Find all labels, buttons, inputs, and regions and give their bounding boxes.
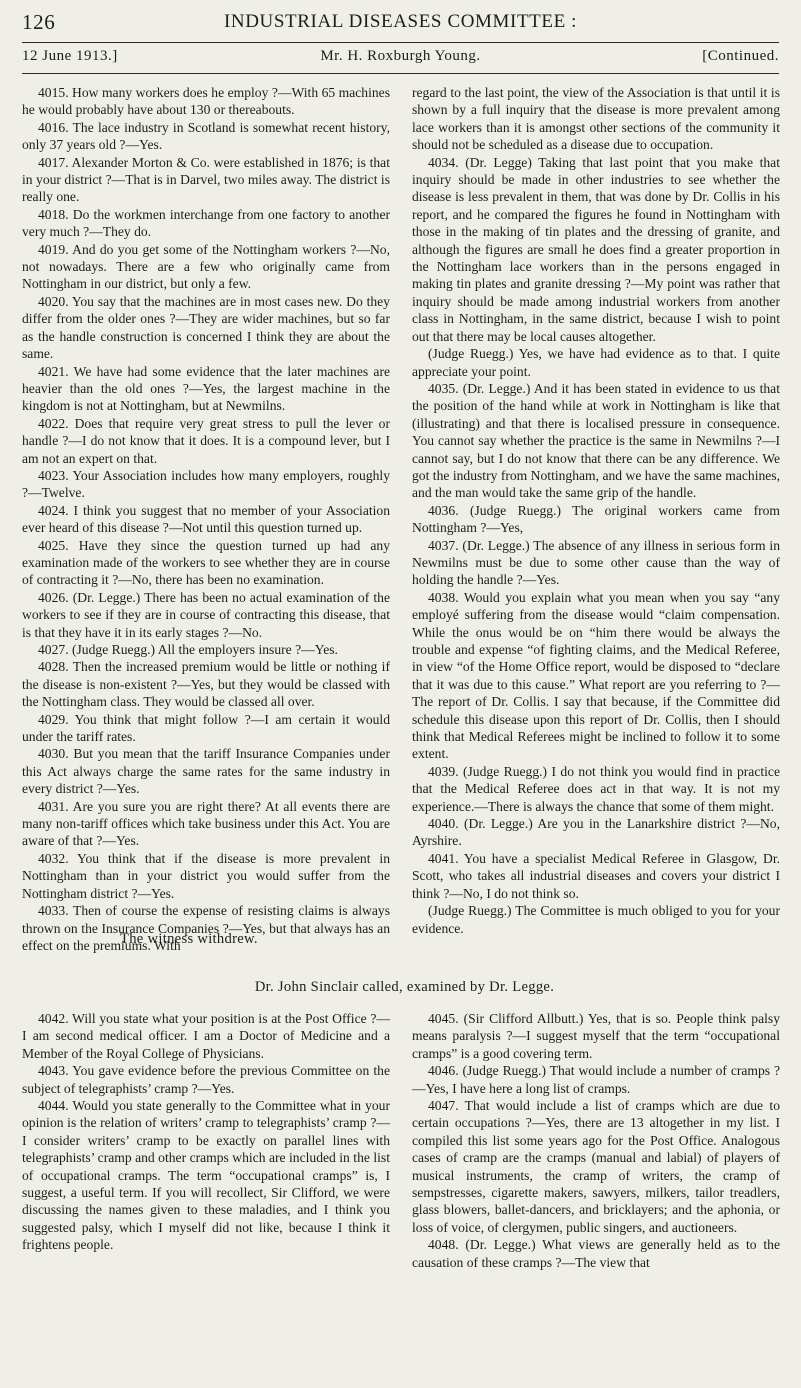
paragraph: 4021. We have had some evidence that the later machines are heavier than the old ones ?—Yes, the largest machine in the kingdom is not at Nottingham, but at Newmilns. (22, 363, 390, 414)
paragraph: 4042. Will you state what your position is at the Post Office ?—I am second medical officer. I am a Doctor of Medicine and a Member of the Royal College of Physicians. (22, 1011, 390, 1061)
paragraph: 4015. How many workers does he employ ?—With 65 machines he would probably have about 130 or thereabouts. (22, 85, 390, 118)
paragraph: 4034. (Dr. Legge) Taking that last point that you make that inquiry should be made in other industries to see whether the disease is less prevalent in them, that was done by Dr. Collis in his report, and he compared the figures he found in Nottingham with those in the making of tin plates and the dressing of granite, and although the figures are small he does find a greater proportion in the Nottingham lace workers than in the persons engaged in making tin plates and granite dressing ?—My point was rather that inquiry should be made among industrial workers from another class in Nottingham, in the same district, because I wish to point out that there may be local causes altogether. (412, 154, 780, 344)
paragraph: 4017. Alexander Morton & Co. were established in 1876; is that in your district ?—That is in Darvel, two miles away. The district is really one. (22, 154, 390, 205)
paragraph: (Judge Ruegg.) Yes, we have had evidence as to that. I quite appreciate your point. (412, 346, 780, 379)
witness-called-heading: Dr. John Sinclair called, examined by Dr. Legge. (254, 979, 555, 995)
paragraph: 4028. Then the increased premium would be little or nothing if the disease is non-existent ?—Yes, but they would be classed with the Nottingham class. They would be classed all over. (22, 659, 390, 710)
paragraph: 4040. (Dr. Legge.) Are you in the Lanarkshire district ?—No, Ayrshire. (412, 816, 780, 849)
paragraph: 4020. You say that the machines are in most cases new. Do they differ from the older ones ?—They are wider machines, but so far as the handle construction is concerned I think they are about the same. (22, 293, 390, 362)
section2-left-column (22, 1010, 390, 1254)
section1-left-column (22, 84, 390, 954)
header-rule-bottom (22, 73, 779, 74)
paragraph: 4036. (Judge Ruegg.) The original workers came from Nottingham ?—Yes, (412, 502, 780, 536)
paragraph: 4035. (Dr. Legge.) And it has been stated in evidence to us that the position of the hand while at work in Nottingham is like that (illustrating) and that there is localised pressure in consequence. You cannot say whether the practice is the same in Newmilns ?—I cannot say, but I do not know that there can be any difference. We got the industry from Nottingham, and we have the same machines, and the man would take the same grip of the handle. (412, 380, 780, 501)
paragraph: 4022. Does that require very great stress to pull the lever or handle ?—I do not know that it does. It is a compound lever, but I am not an expert on that. (22, 415, 390, 466)
paragraph: 4016. The lace industry in Scotland is somewhat recent history, only 37 years old ?—Yes. (22, 119, 390, 153)
subheader (22, 48, 779, 72)
page-title: INDUSTRIAL DISEASES COMMITTEE : (223, 11, 578, 32)
paragraph: 4037. (Dr. Legge.) The absence of any illness in serious form in Newmilns must be due to some other cause than the way of holding the handle ?—Yes. (412, 537, 780, 588)
paragraph: 4044. Would you state generally to the Committee what in your opinion is the relation of writers’ cramp to telegraphists’ cramp ?—I consider writers’ cramp to be exactly on parallel lines with telegraphists’ cramp and other cramps which are included in the list of occupational cramps. The term “occupational cramps” is, I suggest, a useful term. If you will recollect, Sir Clifford, we were discussing the names given to these maladies, and I think you suggested palsy, which I myself did not like, because I think it frightens people. (22, 1098, 390, 1253)
section1-right-column (412, 84, 780, 937)
paragraph: 4047. That would include a list of cramps which are due to certain occupations ?—Yes, there are 13 altogether in my list. I compiled this list some years ago for the Post Office. Analogous cases of cramp are the cramps (manual and labial) of players of musical instruments, the cramp of writers, the cramp of sempstresses, cigarette makers, sawyers, milkers, tailor treadlers, glass blowers, ballet-dancers, and bricklayers; and the aphonia, or loss of voice, of clergymen, public singers, and auctioneers. (412, 1098, 780, 1235)
paragraph: 4045. (Sir Clifford Allbutt.) Yes, that is so. People think palsy means paralysis ?—I suggest myself that the term “occupational cramps” is a good covering term. (412, 1011, 780, 1061)
page-number: 126 (22, 10, 56, 34)
paragraph: 4038. Would you explain what you mean when you say “any employé suffering from the disease would “claim compensation. While the onus would be on “him there would be always the trouble and expense “of fighting claims, and the Medical Referee, in view “of the Home Office report, would be disposed to “declare that it was due to this cause.” What report are you referring to ?—The report of Dr. Collis. I say that because, if the Committee did schedule this disease upon this report of Dr. Collis, then I should think that Medical Referees might be inclined to follow it to some extent. (412, 589, 780, 762)
paragraph: 4032. You think that if the disease is more prevalent in Nottingham than in your district you would suffer from the Nottingham district ?—Yes. (22, 850, 390, 901)
section2-right-column (412, 1010, 780, 1271)
paragraph: 4039. (Judge Ruegg.) I do not think you would find in practice that the Medical Referee does act in that way. It is not my experience.—There is always the chance that some of them might. (412, 763, 780, 814)
header-rule-top (22, 42, 779, 43)
hearing-date: 12 June 1913.] (22, 48, 118, 64)
paragraph: 4041. You have a specialist Medical Referee in Glasgow, Dr. Scott, who takes all industrial diseases and covers your district I think ?—No, I do not think so. (412, 850, 780, 901)
paragraph: (Judge Ruegg.) The Committee is much obliged to you for your evidence. (412, 903, 780, 936)
paragraph: 4023. Your Association includes how many employers, roughly ?—Twelve. (22, 467, 390, 501)
paragraph: 4046. (Judge Ruegg.) That would include a number of cramps ?—Yes, I have here a long list of cramps. (412, 1063, 780, 1096)
continued-label: [Continued. (702, 48, 779, 64)
paragraph: 4018. Do the workmen interchange from one factory to another very much ?—They do. (22, 206, 390, 240)
paragraph: 4030. But you mean that the tariff Insurance Companies under this Act always charge the same rates for the same industry in every district ?—Yes. (22, 746, 390, 797)
page-header (22, 6, 779, 40)
paragraph: 4048. (Dr. Legge.) What views are generally held as to the causation of these cramps ?—The view that (412, 1237, 780, 1270)
paragraph: regard to the last point, the view of the Association is that until it is shown by a full inquiry that the disease is more prevalent among lace workers than it is amongst other sections of the community it should not be scheduled as a disease due to occupation. (412, 85, 780, 153)
paragraph: 4024. I think you suggest that no member of your Association ever heard of this disease ?—Not until this question turned up. (22, 502, 390, 536)
paragraph: 4029. You think that might follow ?—I am certain it would under the tariff rates. (22, 711, 390, 745)
witness-withdrew: The witness withdrew. (120, 931, 258, 947)
paragraph: 4027. (Judge Ruegg.) All the employers insure ?—Yes. (38, 642, 338, 657)
paragraph: 4026. (Dr. Legge.) There has been no actual examination of the workers to see if they are in course of contracting this disease, that is that they have it in its early stages ?—No. (22, 589, 390, 640)
paragraph: 4025. Have they since the question turned up had any examination made of the workers to see whether they are in course of contracting it ?—No, there has been no examination. (22, 537, 390, 588)
witness-name: Mr. H. Roxburgh Young. (320, 48, 481, 64)
paragraph: 4031. Are you sure you are right there? At all events there are many non-tariff offices which take business under this Act. You are aware of that ?—Yes. (22, 798, 390, 849)
paragraph: 4019. And do you get some of the Nottingham workers ?—No, not nowadays. There are a few who originally came from Nottingham in our district, but only a few. (22, 241, 390, 292)
paragraph: 4043. You gave evidence before the previous Committee on the subject of telegraphists’ cramp ?—Yes. (22, 1063, 390, 1096)
paragraph: 4033. Then of course the expense of resisting claims is always thrown on the Insurance Companies ?—Yes, but that always has an effect on the premiums. With (22, 903, 390, 953)
